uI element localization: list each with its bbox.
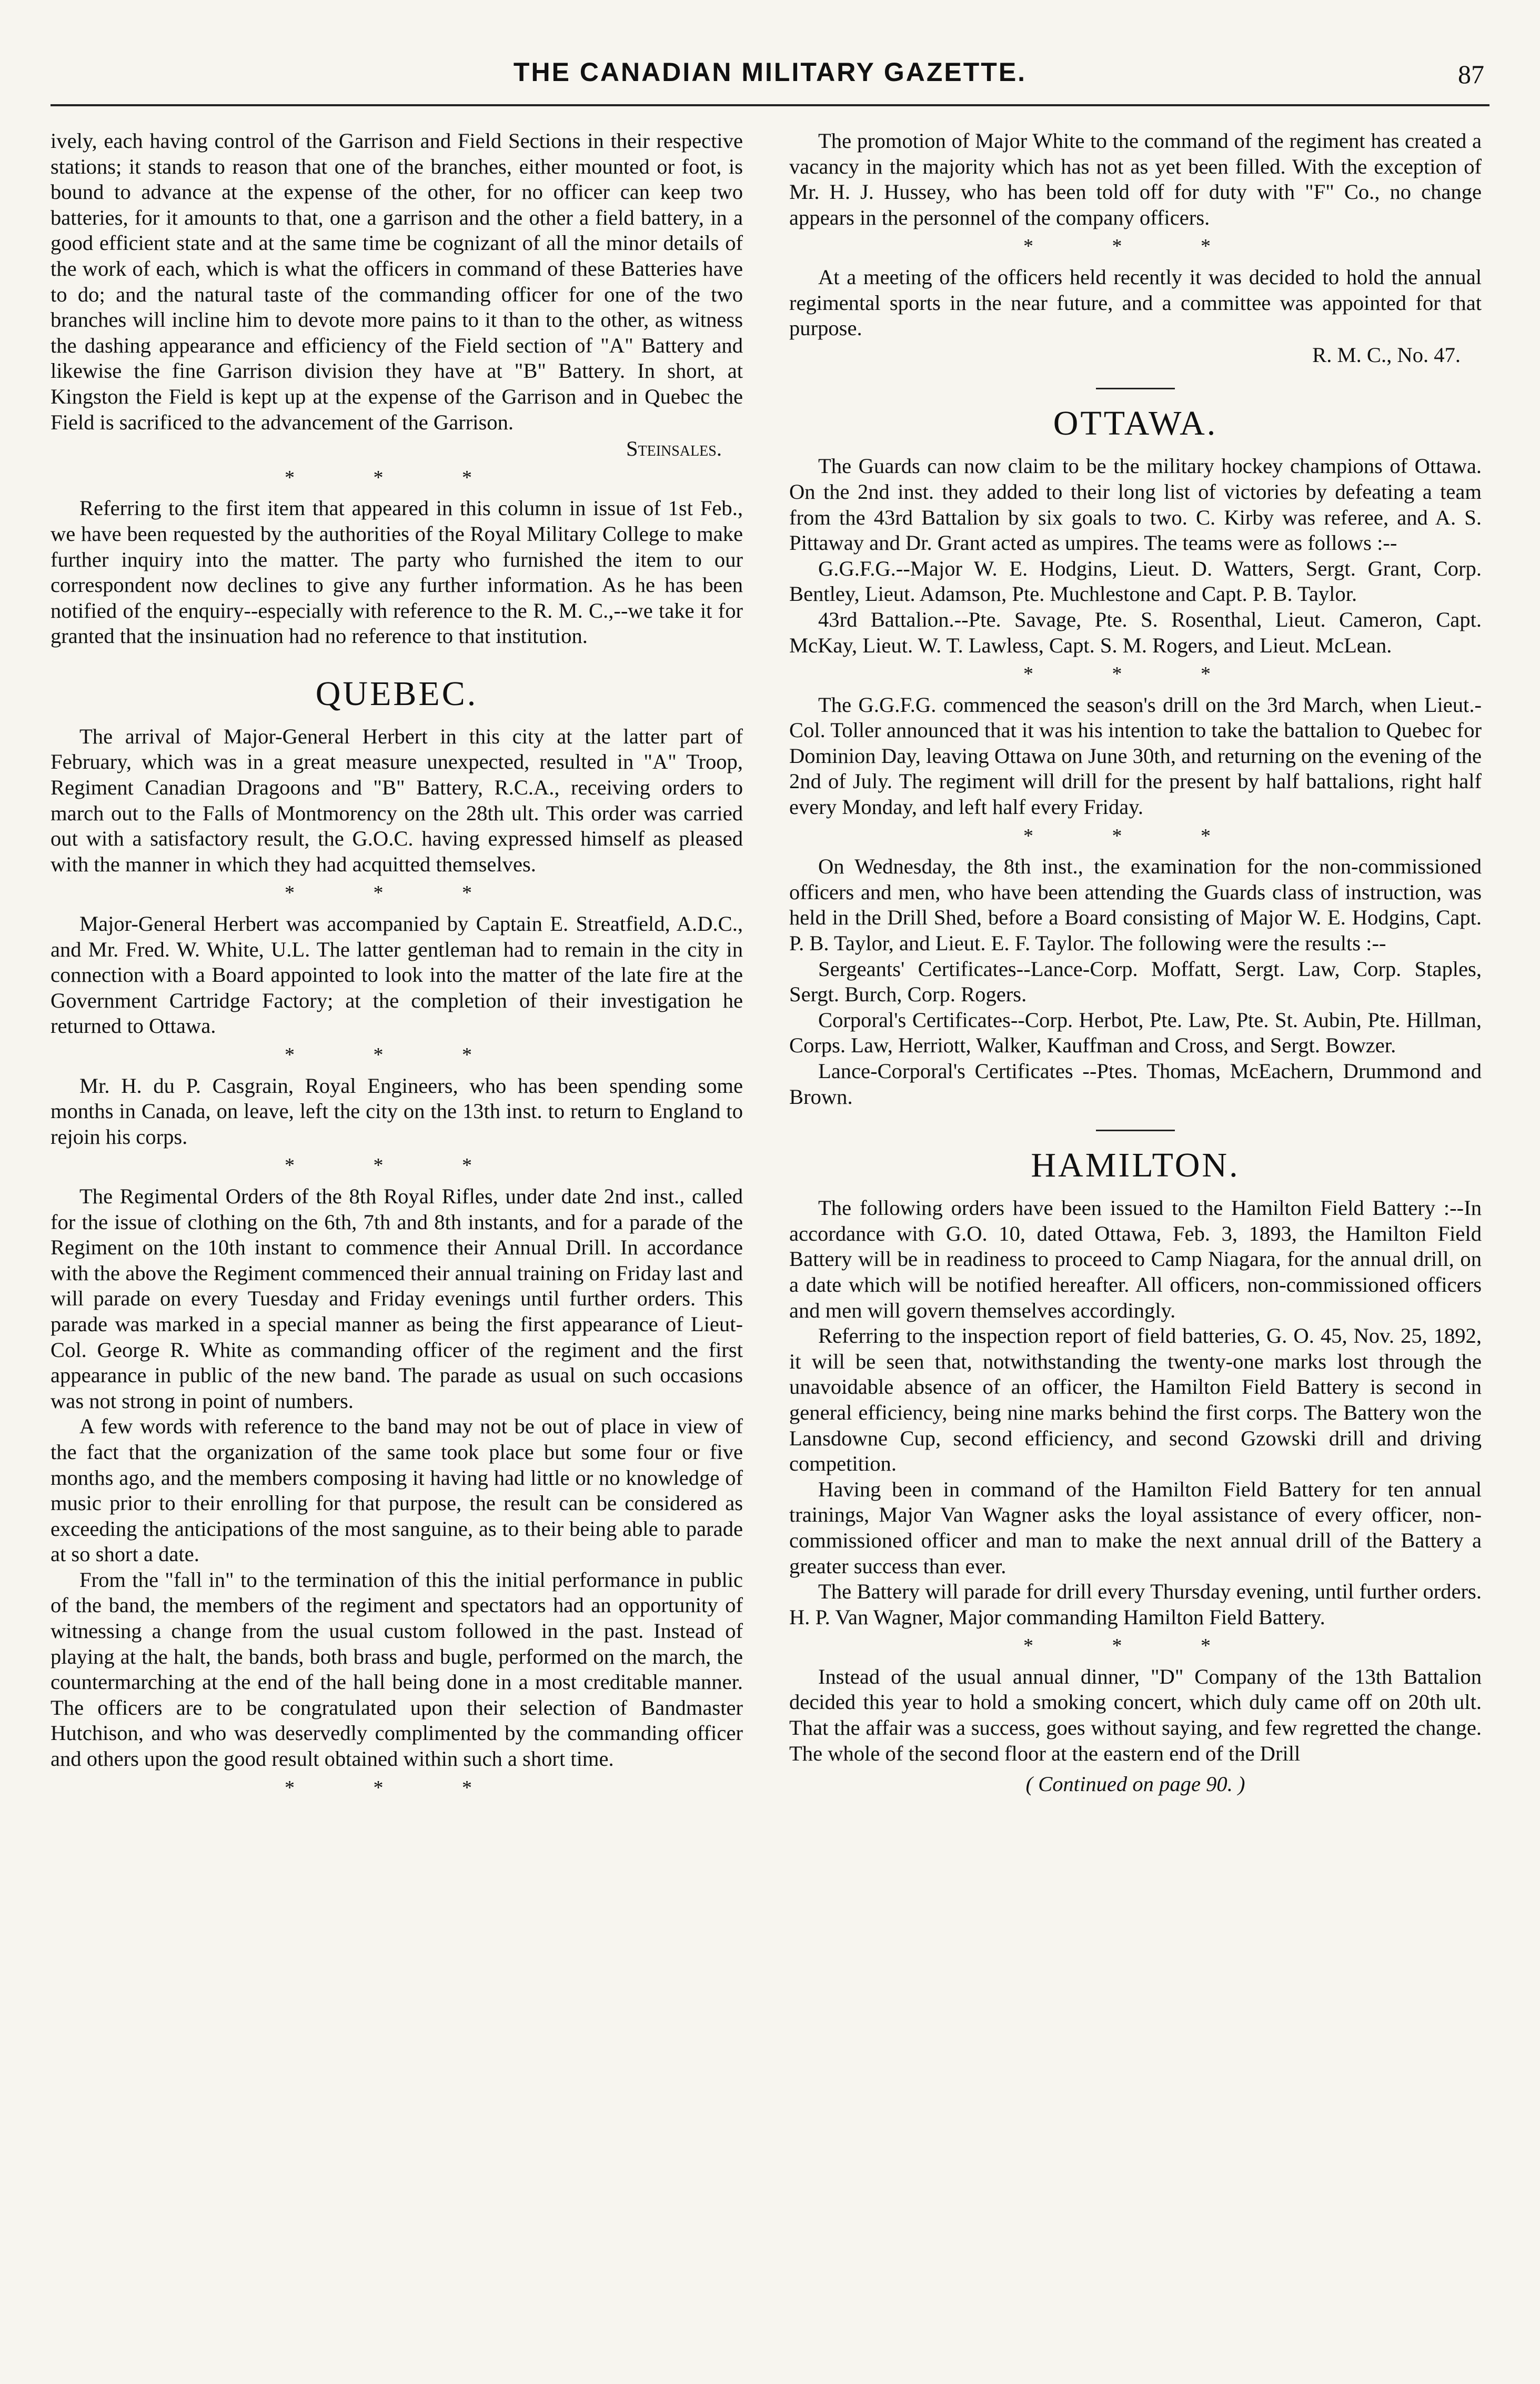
article-paragraph: The Guards can now claim to be the military hockey champions of Ottawa. On the 2nd inst. they added to their long list of victories by defeating a team from the 43rd Battalion by six goals to two. C. Kirby was referee, and A. S. Pittaway and Dr. Grant acted as umpires. The teams were as follows :--	[789, 454, 1482, 555]
article-paragraph: 43rd Battalion.--Pte. Savage, Pte. S. Rosenthal, Lieut. Cameron, Capt. McKay, Lieut. W. T. Lawless, Capt. S. M. Rogers, and Lieut. McLean.	[789, 607, 1482, 657]
article-paragraph: Sergeants' Certificates--Lance-Corp. Moffatt, Sergt. Law, Corp. Staples, Sergt. Burch, Corp. Rogers.	[789, 957, 1482, 1007]
article-paragraph: Mr. H. du P. Casgrain, Royal Engineers, who has been spending some months in Canada, on leave, left the city on the 13th inst. to return to England to rejoin his corps.	[51, 1073, 743, 1149]
section-separator: * * *	[285, 1776, 509, 1799]
masthead	[51, 46, 1489, 106]
section-rule	[1096, 388, 1175, 389]
section-separator: * * *	[285, 882, 509, 904]
article-paragraph: On Wednesday, the 8th inst., the examination for the non-commissioned officers and men, who have been attending the Guards class of instruction, was held in the Drill Shed, before a Board consisting of Major W. E. Hodgins, Capt. P. B. Taylor, and Lieut. E. F. Taylor. The following were the results :--	[789, 854, 1482, 955]
section-heading-ottawa: OTTAWA.	[1053, 404, 1218, 443]
section-heading-quebec: QUEBEC.	[315, 674, 478, 713]
section-separator: * * *	[285, 1044, 509, 1066]
article-paragraph: A few words with reference to the band may not be out of place in view of the fact that the organization of the same took place but some four or five months ago, and the members composing it having had little or no knowledge of music prior to their enrolling for that purpose, the result can be considered as exceeding the anticipations of the most sanguine, as to their being able to parade at so short a date.	[51, 1414, 743, 1566]
article-paragraph: The Regimental Orders of the 8th Royal Rifles, under date 2nd inst., called for the issue of clothing on the 6th, 7th and 8th instants, and for a parade of the Regiment on the 10th instant to commence their Annual Drill. In accordance with the above the Regiment commenced their annual training on Friday last and will parade on every Tuesday and Friday evenings until further orders. This parade was marked in a special manner as being the first appearance of Lieut-Col. George R. White as commanding officer of the regiment and the first appearance in public of the new band. The parade as usual on such occasions was not strong in point of numbers.	[51, 1184, 743, 1413]
article-paragraph: The G.G.F.G. commenced the season's drill on the 3rd March, when Lieut.-Col. Toller announced that it was his intention to take the battalion to Quebec for Dominion Day, leaving Ottawa on June 30th, and returning on the evening of the 2nd of July. The regiment will drill for the present by half battalions, right half every Monday, and left half every Friday.	[789, 692, 1482, 819]
article-paragraph: Lance-Corporal's Certificates --Ptes. Thomas, McEachern, Drummond and Brown.	[789, 1059, 1482, 1109]
article-paragraph: Instead of the usual annual dinner, "D" Company of the 13th Battalion decided this year to hold a smoking concert, which duly came off on 20th ult. That the affair was a success, goes without saying, and few regretted the change. The whole of the second floor at the eastern end of the Drill	[789, 1664, 1482, 1765]
article-paragraph: The promotion of Major White to the command of the regiment has created a vacancy in the majority which has not as yet been filled. With the exception of Mr. H. J. Hussey, who has been told off for duty with "F" Co., no change appears in the personnel of the company officers.	[789, 129, 1482, 229]
article-paragraph: Corporal's Certificates--Corp. Herbot, Pte. Law, Pte. St. Aubin, Pte. Hillman, Corps. Law, Herriott, Walker, Kauffman and Cross, and Sergt. Bowzer.	[789, 1008, 1482, 1058]
section-rule	[1096, 1130, 1175, 1131]
article-paragraph: G.G.F.G.--Major W. E. Hodgins, Lieut. D. Watters, Sergt. Grant, Corp. Bentley, Lieut. Adamson, Pte. Muchlestone and Capt. P. B. Taylor.	[789, 556, 1482, 606]
correspondent-signature: R. M. C., No. 47.	[1312, 343, 1461, 367]
article-paragraph: ively, each having control of the Garrison and Field Sections in their respective stations; it stands to reason that one of the branches, either mounted or foot, is bound to advance at the expense of the other, for no officer can keep two batteries, for it amounts to that, one a garrison and the other a field battery, in a good efficient state and at the same time be cognizant of all the minor details of the work of each, which is what the officers in command of these Batteries have to do; and the natural taste of the commanding officer for one of the two branches will incline him to devote more pains to it than to the other, as witness the dashing appearance and efficiency of the Field section of "A" Battery and likewise the fine Garrison division they have at "B" Battery. In short, at Kingston the Field is kept up at the expense of the Garrison and in Quebec the Field is sacrificed to the advancement of the Garrison.	[51, 129, 743, 434]
section-separator: * * *	[285, 466, 509, 489]
section-separator: * * *	[1023, 663, 1247, 686]
right-column	[789, 128, 1482, 2359]
section-heading-hamilton: HAMILTON.	[1031, 1146, 1240, 1185]
correspondent-signature: Steinsales.	[626, 437, 722, 461]
section-separator: * * *	[1023, 824, 1247, 847]
article-paragraph: Referring to the inspection report of field batteries, G. O. 45, Nov. 25, 1892, it will be seen that, notwithstanding the twenty-one marks lost through the unavoidable absence of an officer, the Hamilton Field Battery is second in general efficiency, being nine marks behind the first corps. The Battery won the Lansdowne Cup, second efficiency, and second Gzowski drill and driving competition.	[789, 1324, 1482, 1476]
section-separator: * * *	[1023, 1635, 1247, 1657]
article-paragraph: The following orders have been issued to the Hamilton Field Battery :--In accordance with G.O. 10, dated Ottawa, Feb. 3, 1893, the Hamilton Field Battery will be in readiness to proceed to Camp Niagara, for the annual drill, on a date which will be notified hereafter. All officers, non-commissioned officers and men will govern themselves accordingly.	[789, 1196, 1482, 1322]
publication-title: THE CANADIAN MILITARY GAZETTE.	[513, 57, 1027, 87]
article-paragraph: From the "fall in" to the termination of this the initial performance in public of the band, the members of the regiment and spectators had an opportunity of witnessing a change from the usual custom followed in the past. Instead of playing at the halt, the bands, both brass and bugle, performed on the march, the countermarching at the end of the hall being done in a most creditable manner. The officers are to be congratulated upon their selection of Bandmaster Hutchison, and who was deservedly complimented by the commanding officer and others upon the good result obtained within such a short time.	[51, 1567, 743, 1771]
section-separator: * * *	[1023, 235, 1247, 258]
article-paragraph: Major-General Herbert was accompanied by Captain E. Streatfield, A.D.C., and Mr. Fred. W. White, U.L. The latter gentleman had to remain in the city in connection with a Board appointed to look into the matter of the late fire at the Government Cartridge Factory; at the completion of their investigation he returned to Ottawa.	[51, 912, 743, 1038]
continued-notice: ( Continued on page 90. )	[1025, 1772, 1245, 1796]
section-separator: * * *	[285, 1154, 509, 1177]
article-paragraph: The arrival of Major-General Herbert in this city at the latter part of February, which was in a great measure unexpected, resulted in "A" Troop, Regiment Canadian Dragoons and "B" Battery, R.C.A., receiving orders to march out to the Falls of Montmorency on the 28th ult. This order was carried out with a satisfactory result, the G.O.C. having expressed himself as pleased with the manner in which they had acquitted themselves.	[51, 724, 743, 876]
article-paragraph: Referring to the first item that appeared in this column in issue of 1st Feb., we have been requested by the authorities of the Royal Military College to make further inquiry into the matter. The party who furnished the item to our correspondent now declines to give any further information. As he has been notified of the enquiry--especially with reference to the R. M. C.,--we take it for granted that the insinuation had no reference to that institution.	[51, 496, 743, 648]
left-column	[51, 128, 743, 2359]
article-paragraph: At a meeting of the officers held recently it was decided to hold the annual regimental sports in the near future, and a committee was appointed for that purpose.	[789, 265, 1482, 340]
article-paragraph: The Battery will parade for drill every Thursday evening, until further orders. H. P. Van Wagner, Major commanding Hamilton Field Battery.	[789, 1580, 1482, 1629]
article-paragraph: Having been in command of the Hamilton Field Battery for ten annual trainings, Major Van Wagner asks the loyal assistance of every officer, non-commissioned officer and man to make the next annual drill of the Battery a greater success than ever.	[789, 1477, 1482, 1578]
page-number: 87	[1458, 59, 1484, 89]
